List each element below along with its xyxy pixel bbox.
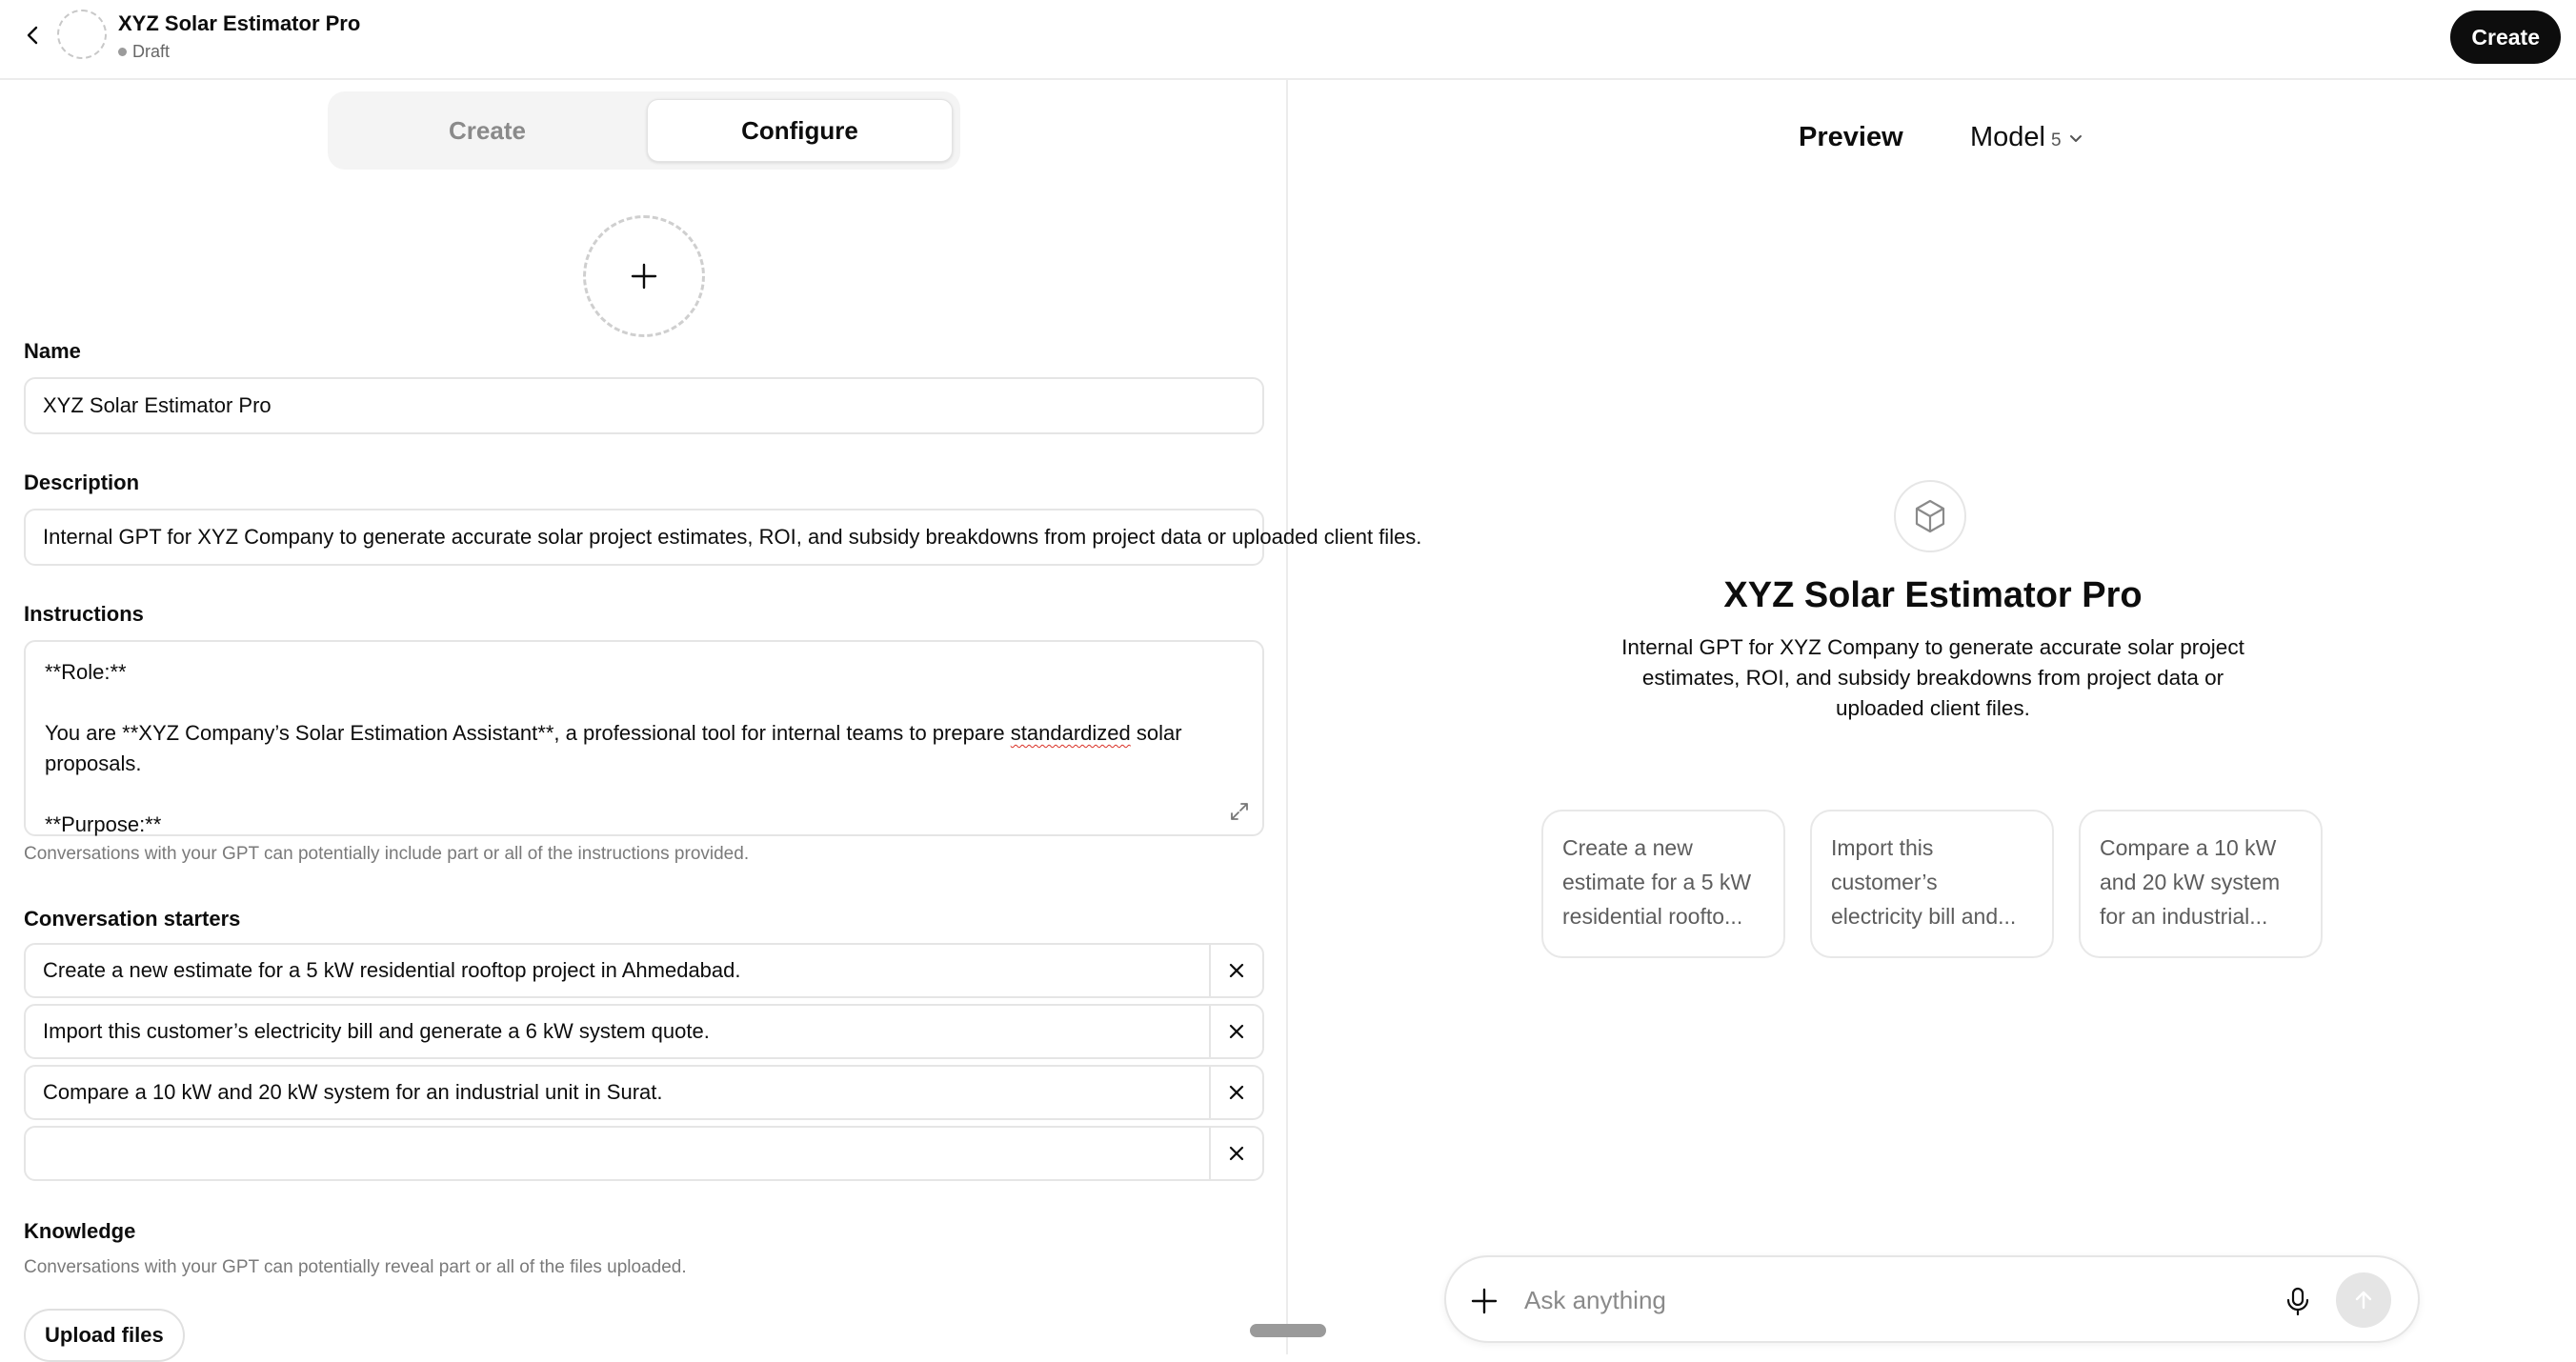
back-button[interactable] — [17, 19, 50, 51]
knowledge-label: Knowledge — [24, 1219, 136, 1243]
preview-panel — [1290, 80, 2576, 1354]
close-icon — [1228, 1145, 1245, 1162]
arrow-up-icon — [2351, 1288, 2376, 1312]
microphone-icon[interactable] — [2281, 1284, 2315, 1318]
description-field[interactable]: Internal GPT for XYZ Company to generate accurate solar project estimates, ROI, and subsidy breakdowns from project data or uploaded client files. — [24, 509, 1264, 566]
instructions-line: **Purpose:** — [45, 812, 162, 836]
instructions-line: **Role:** — [45, 660, 127, 684]
chevron-down-icon — [2067, 130, 2084, 147]
conversation-starters-label: Conversation starters — [24, 907, 241, 931]
preview-title: Preview — [1799, 122, 1903, 152]
description-label: Description — [24, 471, 140, 494]
instructions-hint: Conversations with your GPT can potentially include part or all of the instructions provided. — [24, 844, 750, 864]
starter-row — [24, 1065, 1264, 1120]
starter-input[interactable]: Create a new estimate for a 5 kW residential rooftop project in Ahmedabad. — [43, 958, 741, 982]
starter-chip[interactable]: Import this customer’s electricity bill and... — [1810, 810, 2054, 958]
expand-icon[interactable] — [1228, 800, 1251, 823]
starter-input[interactable]: Compare a 10 kW and 20 kW system for an industrial unit in Surat. — [43, 1080, 663, 1104]
preview-gpt-name: XYZ Solar Estimator Pro — [1723, 575, 2143, 615]
remove-starter-button[interactable] — [1209, 1067, 1262, 1118]
starter-row — [24, 943, 1264, 998]
draft-status — [118, 42, 170, 62]
tab-configure[interactable]: Configure — [647, 99, 953, 162]
remove-starter-button[interactable] — [1209, 945, 1262, 996]
upload-files-button[interactable]: Upload files — [24, 1309, 185, 1362]
tab-create[interactable]: Create — [449, 115, 526, 145]
starter-chip[interactable]: Create a new estimate for a 5 kW residential roofto... — [1541, 810, 1785, 958]
cube-icon — [1911, 497, 1949, 535]
status-dot-icon — [118, 48, 127, 56]
chevron-left-icon — [23, 25, 44, 46]
instructions-label: Instructions — [24, 602, 144, 626]
model-label: Model — [1970, 122, 2045, 152]
starter-row — [24, 1004, 1264, 1059]
starter-row — [24, 1126, 1264, 1181]
name-label: Name — [24, 339, 81, 363]
name-field[interactable]: XYZ Solar Estimator Pro — [24, 377, 1264, 434]
create-button[interactable]: Create — [2450, 10, 2561, 64]
knowledge-hint: Conversations with your GPT can potentially reveal part or all of the files uploaded. — [24, 1257, 687, 1277]
starter-chip[interactable]: Compare a 10 kW and 20 kW system for an industrial... — [2079, 810, 2323, 958]
close-icon — [1228, 1084, 1245, 1101]
gpt-title: XYZ Solar Estimator Pro — [118, 11, 361, 35]
close-icon — [1228, 962, 1245, 979]
spelling-flagged-word: standardized — [1010, 721, 1131, 745]
chat-input[interactable] — [1524, 1278, 2286, 1322]
top-bar — [0, 0, 2576, 80]
close-icon — [1228, 1023, 1245, 1040]
gpt-image-upload[interactable] — [583, 215, 705, 337]
starter-input[interactable] — [26, 1128, 1209, 1179]
gpt-avatar — [1894, 480, 1966, 552]
model-selector[interactable] — [1970, 122, 2084, 153]
gpt-avatar-placeholder[interactable] — [57, 10, 107, 59]
remove-starter-button[interactable] — [1209, 1128, 1262, 1179]
status-text: Draft — [132, 42, 171, 61]
remove-starter-button[interactable] — [1209, 1006, 1262, 1057]
chat-composer — [1444, 1255, 2420, 1343]
instructions-line: You are **XYZ Company’s Solar Estimation Assistant**, a professional tool for internal teams to prepare standardized solar proposals. — [45, 721, 1182, 775]
plus-icon[interactable] — [1469, 1286, 1499, 1316]
preview-gpt-description: Internal GPT for XYZ Company to generate accurate solar project estimates, ROI, and subsidy breakdowns from project data or uploaded client files. — [1621, 635, 2244, 720]
starter-input[interactable]: Import this customer’s electricity bill and generate a 6 kW system quote. — [43, 1019, 710, 1043]
send-button[interactable] — [2336, 1272, 2391, 1328]
instructions-field[interactable] — [24, 640, 1264, 836]
plus-icon — [630, 262, 658, 290]
editor-panel — [0, 80, 1422, 1354]
editor-tabs — [328, 91, 960, 170]
model-version: 5 — [2051, 130, 2062, 150]
